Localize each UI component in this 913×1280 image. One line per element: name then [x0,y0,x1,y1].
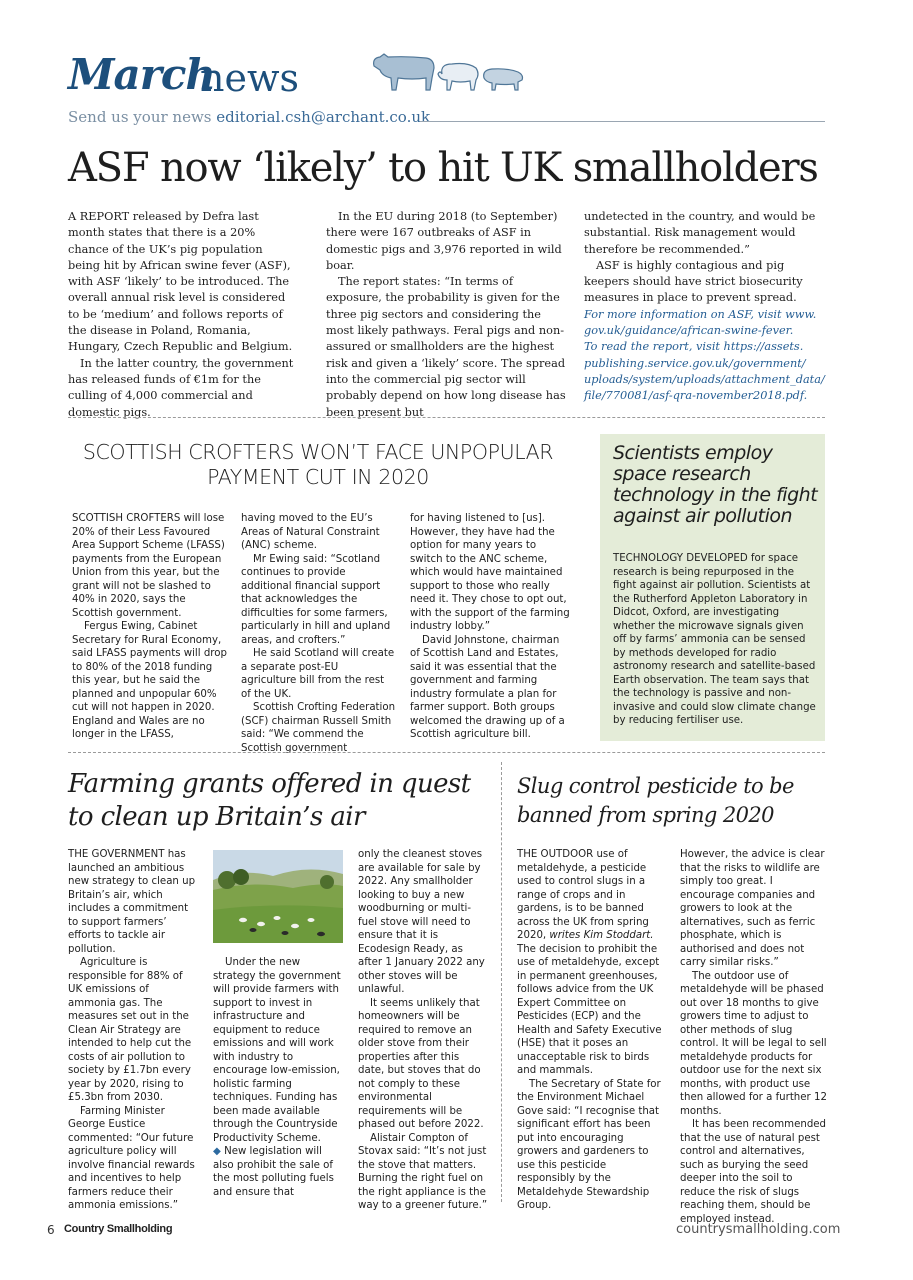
asf-paragraph: The report states: “In terms of exposure, the probability is given for the three pig sectors and considering the most likely pathways. Feral pigs and non-assured or smallholders are the highest risk and given a ‘likely’ score. The spread into the commercial pig sector will probably depend on how long disease has been present but [326,275,566,419]
masthead-rule [420,121,825,122]
slug-paragraph: The outdoor use of metaldehyde will be phased out over 18 months to give growers time to adjust to other methods of slug control. It will be legal to sell metaldehyde products for outdoor use for the next six months, with product use then allowed for a further 12 months. [680,970,827,1117]
farming-paragraph: Farming Minister George Eustice commented: “Our future agriculture policy will involve financial rewards and incentives to help farmers reduce their ammonia emissions.” [68,1105,195,1211]
farming-paragraph: THE GOVERNMENT has launched an ambitious new strategy to clean up Britain’s air, which includes a commitment to support farmers’ efforts to tackle air pollution. [68,849,196,955]
scottish-column-1 [72,512,227,742]
send-us-prefix: Send us your news [68,108,217,126]
slug-paragraph: However, the advice is clear that the risks to wildlife are simply too great. I encourage companies and growers to look at the alternatives, such as ferric phosphate, which is authorised and does not carry similar risks.” [680,849,825,968]
asf-column-3 [584,209,825,405]
scottish-paragraph: having moved to the EU’s Areas of Natural Constraint (ANC) scheme. [241,513,380,551]
farming-paragraph: Agriculture is responsible for 88% of UK emissions of ammonia gas. The measures set out in the Clean Air Strategy are intended to help cut the costs of air pollution to society by £1.7bn every year by 2020, rising to £5.3bn from 2030. [68,957,192,1103]
scottish-paragraph: Fergus Ewing, Cabinet Secretary for Rural Economy, said LFASS payments will drop to 80% of the 2018 funding this year, but he said the planned and unpopular 60% cut will not happen in 2020. England and Wales are no longer in the LFASS, [72,621,227,740]
slug-intro-cont: The decision to prohibit the use of metaldehyde, except in permanent greenhouses, follows advice from the UK Expert Committee on Pesticides (ECP) and the Health and Safety Executive (HSE) that it poses an unacceptable risk to birds and mammals. [517,943,662,1076]
asf-paragraph: undetected in the country, and would be substantial. Risk management would therefore be recommended.” [584,210,816,256]
slug-paragraph: It has been recommended that the use of natural pest control and alternatives, such as burying the seed deeper into the soil to reduce the risk of slugs reaching them, should be employed instead. [680,1119,827,1225]
scottish-paragraph: Mr Ewing said: “Scotland continues to provide additional financial support that acknowledges the difficulties for some farmers, particularly in hill and upland areas, and crofters.” [241,553,391,646]
asf-paragraph: In the EU during 2018 (to September) there were 167 outbreaks of ASF in domestic pigs and 3,976 reported in wild boar. [326,210,562,272]
asf-column-2 [326,209,567,421]
farm-animals-illustration [368,48,528,102]
section-divider [68,417,825,418]
asf-paragraph: In the latter country, the government has released funds of €1m for the culling of 4,000 commercial and domestic pigs. [68,356,294,419]
farming-paragraph: It seems unlikely that homeowners will be required to remove an older stove from their properties after this date, but stoves that do not comply to these environmental requirements will be phased out before 2022. [358,997,484,1130]
farming-paragraph: New legislation will also prohibit the sale of the most polluting fuels and ensure that [213,1146,334,1198]
scottish-paragraph: for having listened to [us]. However, they have had the option for many years to switch to the ANC scheme, which would have maintained support to those who really need it. They chose to opt out, with the support of the farming industry lobby.” [410,513,570,632]
farming-paragraph: Alistair Compton of Stovax said: “It’s not just the stove that matters. Burning the right fuel on the right appliance is the way to a greener future.” [358,1132,488,1211]
section-divider [68,752,825,753]
bullet-icon: ◆ [213,1146,221,1157]
countryside-photo [213,850,343,943]
column-divider [501,762,502,1202]
scottish-paragraph: David Johnstone, chairman of Scottish Land and Estates, said it was essential that the government and farming industry formulate a plan for farmer support. Both groups welcomed the drawing up of a Scottish agriculture bill. [410,634,565,740]
scottish-paragraph: Scottish Crofting Federation (SCF) chairman Russell Smith said: “We commend the Scottish government [241,702,396,754]
farming-column-3 [358,848,488,1213]
farming-column-2 [213,956,343,1199]
asf-paragraph: A REPORT released by Defra last month states that there is a 20% chance of the UK’s pig population being hit by African swine fever (ASF), with ASF ‘likely’ to be introduced. The overall annual risk level is considered to be ‘medium’ and follows reports of the disease in Poland, Romania, Hungary, Czech Republic and Belgium. [68,210,293,354]
slug-paragraph [517,848,663,1078]
asf-info-link[interactable]: For more information on ASF, visit www. gov.uk/guidance/african-swine-fever. [584,307,817,338]
asf-headline: ASF now ‘likely’ to hit UK smallholders [68,145,818,191]
slug-column-2 [680,848,827,1226]
slug-byline: writes Kim Stoddart. [549,930,654,941]
page-number: 6 [47,1223,55,1237]
farming-paragraph: only the cleanest stoves are available for sale by 2022. Any smallholder looking to buy a new woodburning or multi-fuel stove will need to ensure that it is Ecodesign Ready, as after 1 January 2022 any other stoves will be unlawful. [358,849,485,995]
scottish-headline: SCOTTISH CROFTERS WON’T FACE UNPOPULAR PAYMENT CUT IN 2020 [82,440,554,489]
sidebar-title: Scientists employ space research technology in the fight against air pollution [613,442,818,527]
farming-column-1 [68,848,198,1213]
slug-column-1 [517,848,663,1213]
asf-paragraph: ASF is highly contagious and pig keepers should have strict biosecurity measures in place to prevent spread. [584,258,803,305]
scottish-column-3 [410,512,570,742]
masthead-title-light: news [200,56,299,100]
asf-report-link[interactable]: To read the report, visit https://assets. publishing.service.gov.uk/government/ uploads/system/uploads/attachment_data/ file/770081/asf-qra-november2018.pdf. [584,340,825,403]
magazine-name: Country Smallholding [64,1223,173,1235]
masthead-title-bold: March [68,50,215,99]
send-us-news-line [68,108,430,126]
farming-headline: Farming grants offered in quest to clean up Britain’s air [68,769,471,832]
editorial-email-link[interactable]: editorial.csh@archant.co.uk [216,108,431,126]
scottish-paragraph: He said Scotland will create a separate post-EU agriculture bill from the rest of the UK. [241,648,395,700]
website-url[interactable]: countrysmallholding.com [676,1222,841,1237]
scottish-column-2 [241,512,396,755]
asf-column-1 [68,209,294,421]
slug-intro: THE OUTDOOR use of metaldehyde, a pesticide used to control slugs in a range of crops and in gardens, is to be banned across the UK from spring 2020, [517,849,649,941]
scottish-paragraph: SCOTTISH CROFTERS will lose 20% of their Less Favoured Area Support Scheme (LFASS) payments from the European Union from this year, but the grant will not be slashed to 40% in 2020, says the Scottish government. [72,513,225,619]
slug-paragraph: The Secretary of State for the Environment Michael Gove said: “I recognise that significant effort has been put into encouraging growers and gardeners to use this pesticide responsibly by the Metaldehyde Stewardship Group. [517,1078,661,1211]
sidebar-body: TECHNOLOGY DEVELOPED for space research is being repurposed in the fight against air pollution. Scientists at the Rutherford Appleton Laboratory in Didcot, Oxford, are investigating whether the microwave signals given off by farms’ ammonia can be sensed by methods developed for radio astronomy research and satellite-based Earth observation. The team says that the technology is passive and non-invasive and could slow climate change by reducing fertiliser use. [613,553,816,726]
slug-headline: Slug control pesticide to be banned from spring 2020 [517,774,794,827]
farming-paragraph: Under the new strategy the government will provide farmers with support to invest in infrastructure and equipment to reduce emissions and will work with industry to encourage low-emission, holistic farming techniques. Funding has been made available through the Countryside Productivity Scheme. [213,957,341,1144]
